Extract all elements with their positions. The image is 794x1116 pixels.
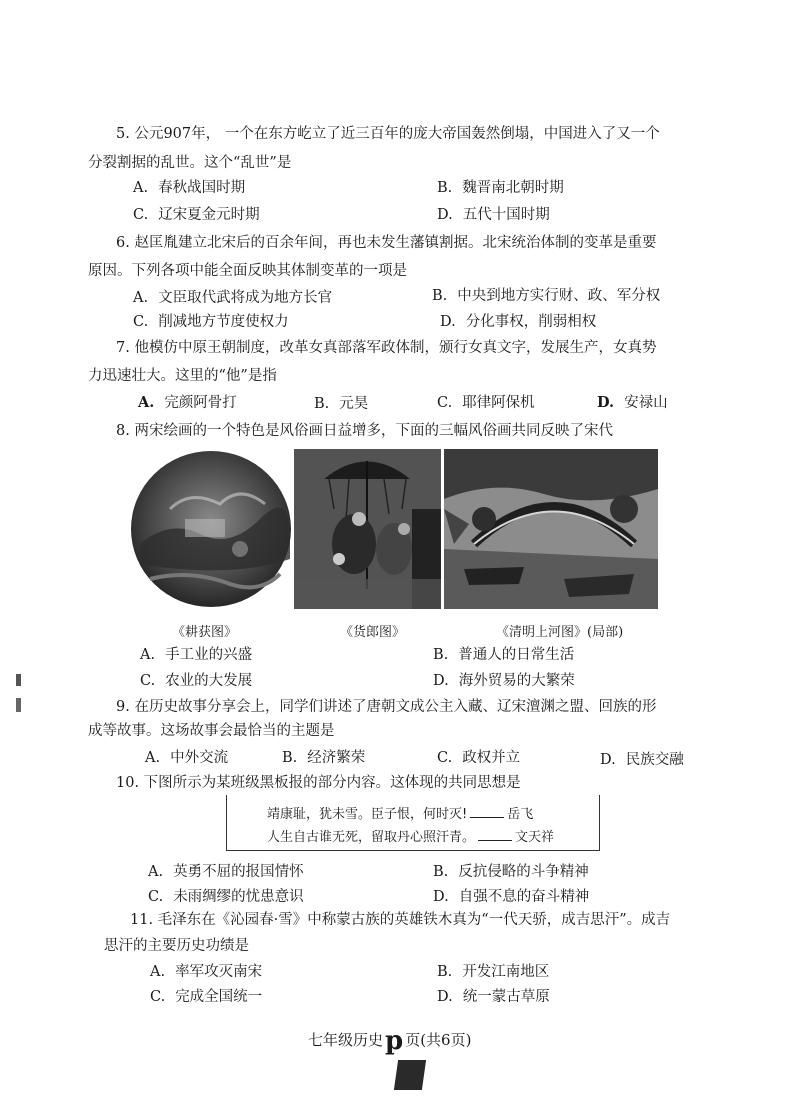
q8-option-c: C. 农业的大发展 (140, 673, 253, 689)
q7-stem-line1: 7. 他模仿中原王朝制度，改革女真部落军政体制，颁行女真文字，发展生产，女真势 (116, 340, 657, 356)
q5-option-a: A. 春秋战国时期 (133, 180, 246, 196)
q10-option-b: B. 反抗侵略的斗争精神 (433, 864, 589, 880)
q6-option-b: B. 中央到地方实行财、政、军分权 (432, 288, 661, 304)
q8-option-b: B. 普通人的日常生活 (433, 647, 575, 663)
q5-stem-line2: 分裂割据的乱世。这个“乱世”是 (88, 155, 292, 171)
q8-stem-line1: 8. 两宋绘画的一个特色是风俗画日益增多，下面的三幅风俗画共同反映了宋代 (116, 423, 613, 439)
binding-edge-mark (14, 672, 24, 716)
q7-option-a: A. 完颜阿骨打 (138, 394, 237, 411)
q11-option-c: C. 完成全国统一 (150, 989, 263, 1005)
page-footer (308, 1022, 472, 1056)
q10-option-a: A. 英勇不屈的报国情怀 (148, 864, 304, 880)
board-line-yuefei: 靖康耻，犹未雪。臣子恨，何时灭! 岳飞 (267, 807, 534, 822)
q9-option-a: A. 中外交流 (145, 750, 229, 766)
q7-stem-line2: 力迅速壮大。这里的“他”是指 (88, 368, 277, 384)
scan-artifact-block (394, 1060, 426, 1090)
q6-option-c: C. 削减地方节度使权力 (133, 314, 289, 330)
q10-option-c: C. 未雨绸缪的忧患意识 (148, 889, 304, 905)
painting-genghuo (130, 449, 292, 609)
blackboard-box (226, 795, 600, 851)
q6-option-d: D. 分化事权，削弱相权 (440, 314, 597, 330)
q11-option-a: A. 率军攻灭南宋 (150, 964, 263, 980)
q7-option-c: C. 耶律阿保机 (437, 395, 535, 411)
q10-stem-line1: 10. 下图所示为某班级黑板报的部分内容。这体现的共同思想是 (116, 775, 521, 791)
q5-option-b: B. 魏晋南北朝时期 (437, 180, 564, 196)
q6-stem-line1: 6. 赵匡胤建立北宋后的百余年间，再也未发生藩镇割据。北宋统治体制的变革是重要 (116, 235, 657, 251)
q6-stem-line2: 原因。下列各项中能全面反映其体制变革的一项是 (88, 263, 407, 279)
painting-qingming (444, 449, 658, 609)
q9-option-b: B. 经济繁荣 (282, 750, 366, 766)
footer-page-number: p (385, 1026, 404, 1056)
q11-option-b: B. 开发江南地区 (437, 964, 550, 980)
q5-stem-line1: 5. 公元907年， 一个在东方屹立了近三百年的庞大帝国轰然倒塌，中国进入了又一个 (116, 126, 660, 142)
q6-option-a: A. 文臣取代武将成为地方长官 (133, 290, 333, 306)
q8-option-d: D. 海外贸易的大繁荣 (433, 673, 575, 689)
q11-option-d: D. 统一蒙古草原 (437, 989, 550, 1005)
q5-option-d: D. 五代十国时期 (437, 207, 550, 223)
q7-option-d: D. 安禄山 (597, 394, 668, 411)
q5-option-c: C. 辽宋夏金元时期 (133, 207, 260, 223)
q9-stem-line1: 9. 在历史故事分享会上，同学们讲述了唐朝文成公主入藏、辽宋澶渊之盟、回族的形 (116, 699, 657, 715)
painting-huolang (294, 449, 441, 609)
q9-option-d: D. 民族交融 (600, 752, 684, 768)
footer-subject: 七年级历史 (308, 1031, 384, 1049)
q8-option-a: A. 手工业的兴盛 (140, 647, 253, 663)
q9-stem-line2: 成等故事。这场故事会最恰当的主题是 (88, 723, 335, 739)
q11-stem-line2: 思汗的主要历史功绩是 (104, 938, 249, 954)
q10-option-d: D. 自强不息的奋斗精神 (433, 889, 590, 905)
caption-huolang: 《货郎图》 (340, 625, 406, 640)
board-line-wentianxiang: 人生自古谁无死，留取丹心照汗青。 文天祥 (267, 830, 555, 845)
q9-option-c: C. 政权并立 (437, 750, 521, 766)
caption-qingming: 《清明上河图》(局部) (496, 625, 624, 640)
footer-total: 页(共6页) (405, 1031, 472, 1049)
q7-option-b: B. 元昊 (314, 396, 369, 412)
caption-genghuo: 《耕获图》 (172, 625, 238, 640)
q11-stem-line1: 11. 毛泽东在《沁园春·雪》中称蒙古族的英雄铁木真为“一代天骄，成吉思汗”。成吉 (130, 912, 671, 928)
